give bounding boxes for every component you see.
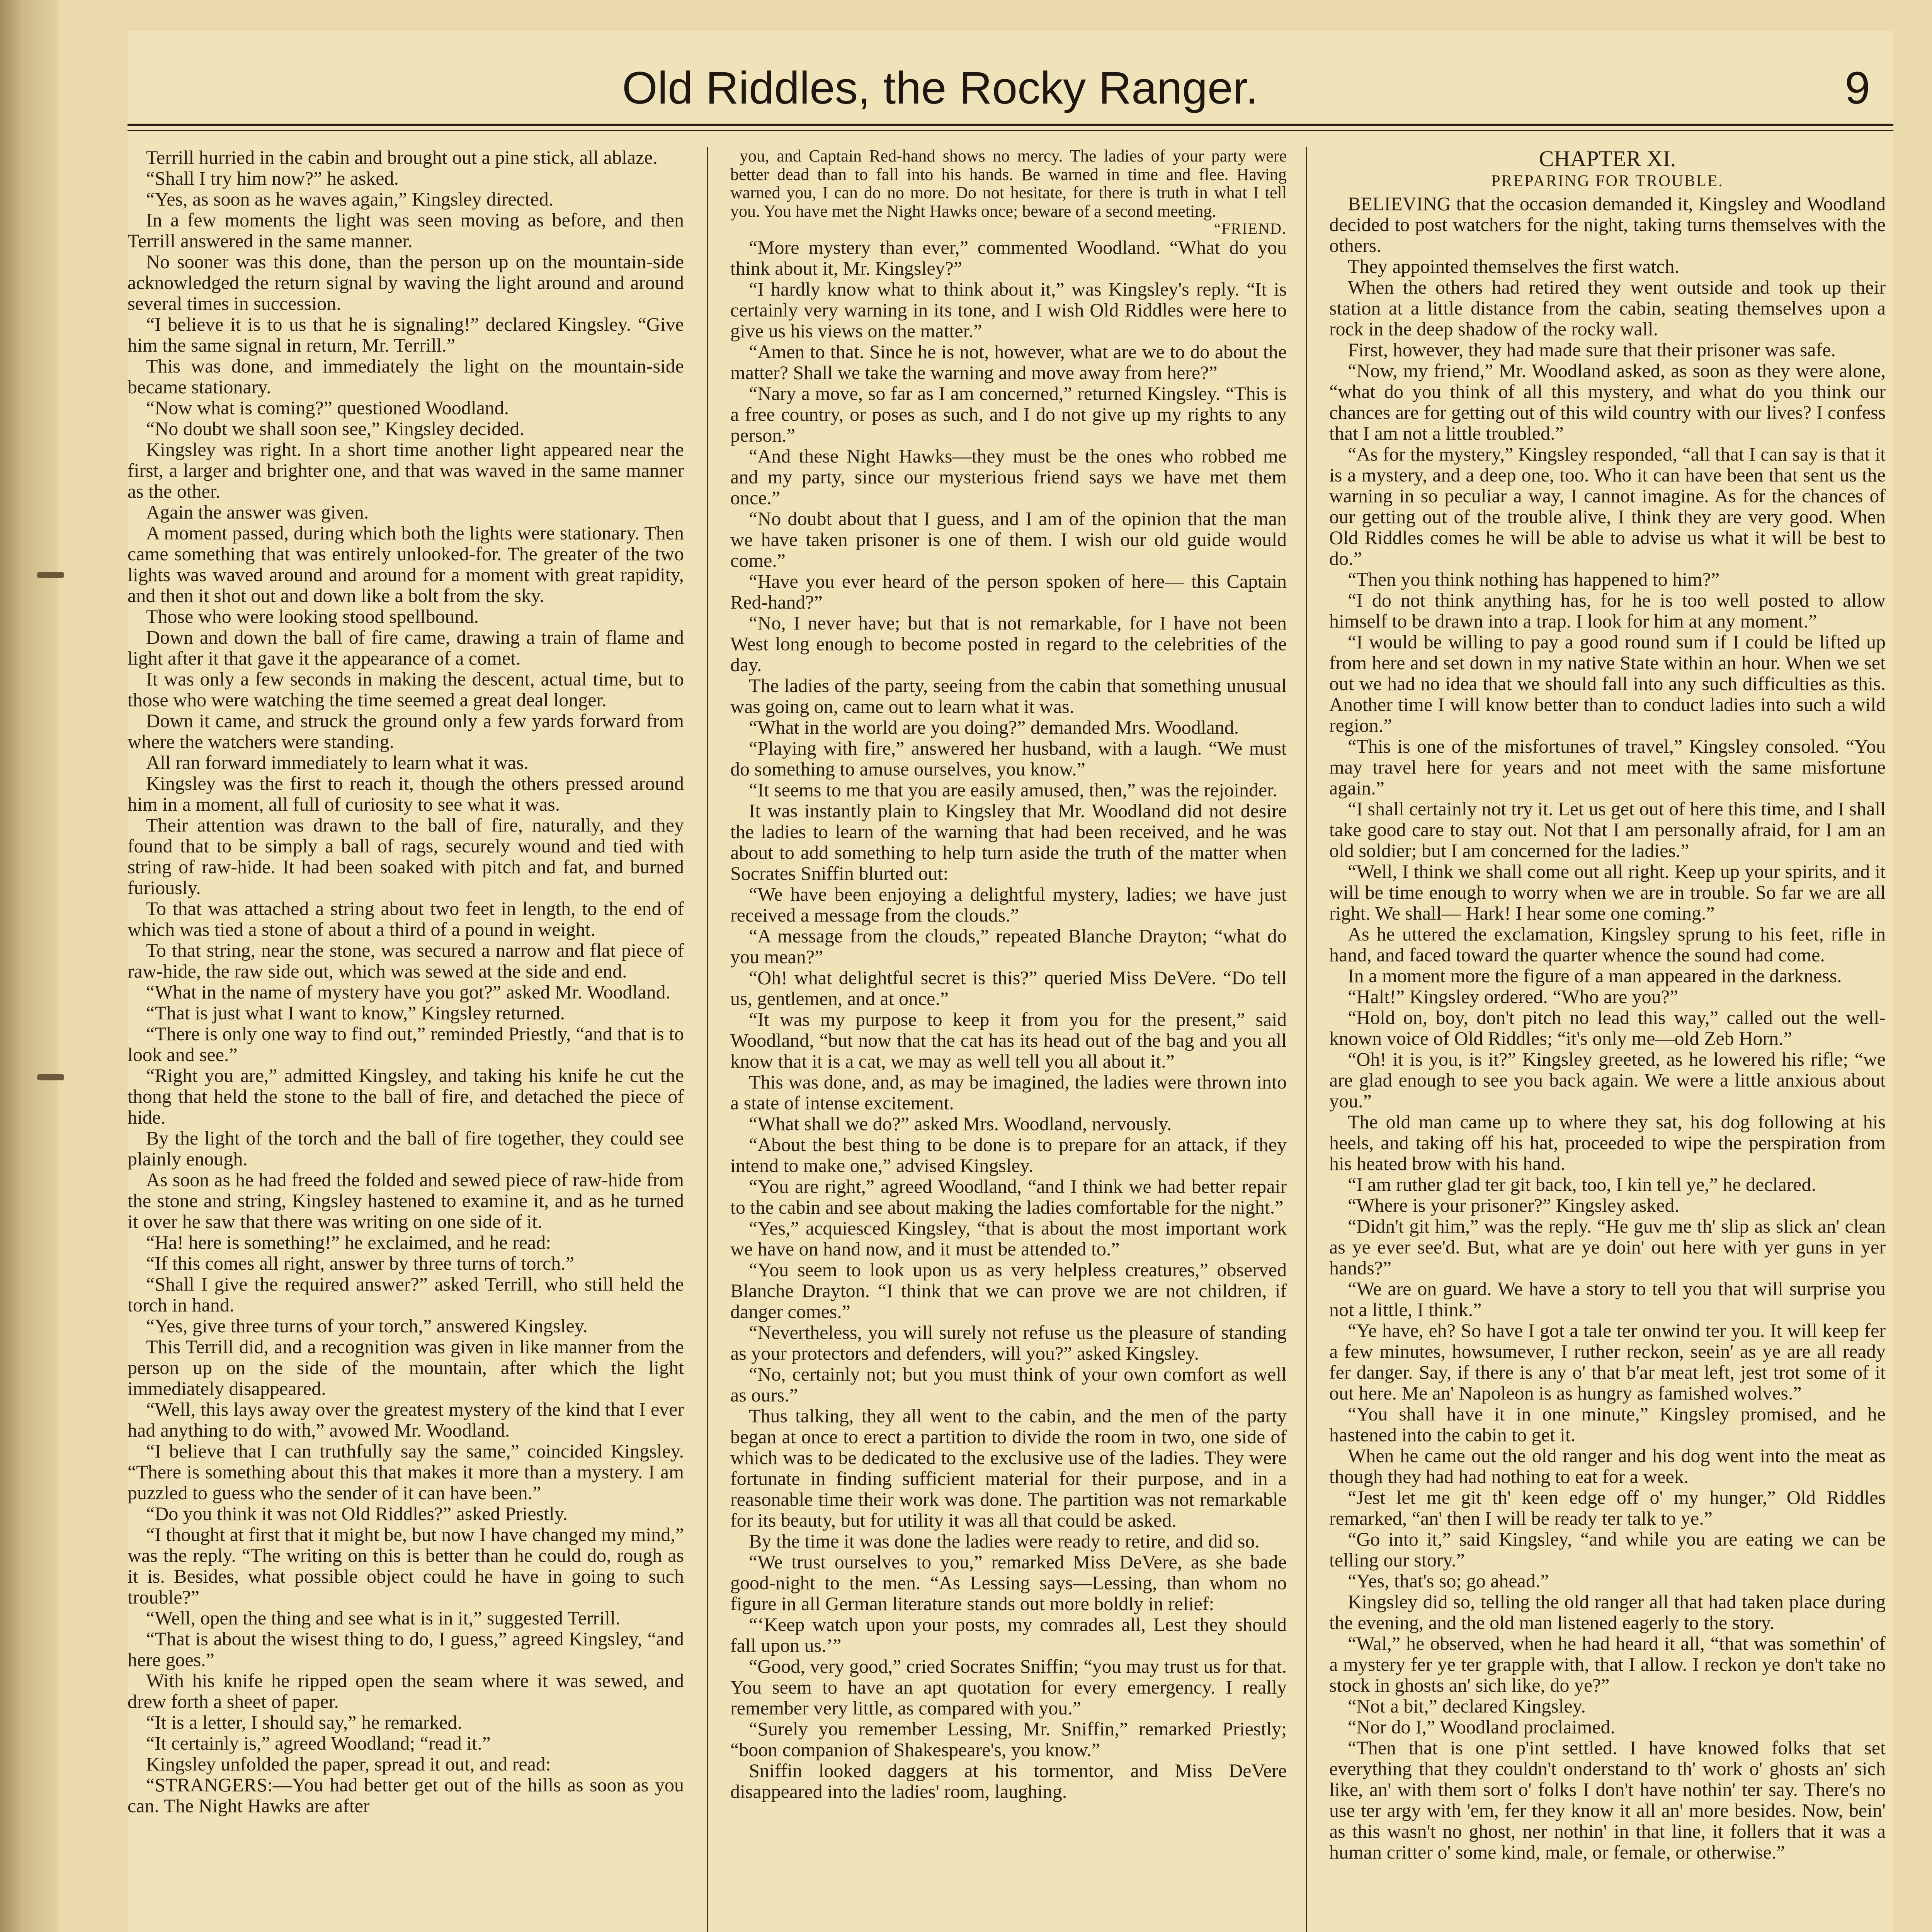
paragraph: “Yes, give three turns of your torch,” answered Kingsley. xyxy=(146,1315,588,1337)
paragraph: you, and Captain Red-hand shows no mercy. The ladies of your party were better dead than to fall into his hands. Be warned in time and flee. Having warned you, I can do no more. Do not hesitate, for there is truth in what I tell you. You have met the Night Hawks once; beware of a second meeting. xyxy=(730,147,1287,221)
paragraph: “What in the name of mystery have you got?” asked Mr. Woodland. xyxy=(146,981,671,1003)
paragraph: “As for the mystery,” Kingsley responded, “all that I can say is that it is a mystery, and a deep one, too. Who it can have been that sent us the warning in so peculiar a way, I cannot imagine. As for the chances of our getting out of the trouble alive, I think they are very good. When Old Riddles comes he will be able to advise us what it will be best to do.” xyxy=(1329,443,1886,569)
paragraph: Kingsley was right. In a short time another light appeared near the first, a larger and brighter one, and that was waved in the same manner as the other. xyxy=(128,439,684,502)
paragraph: “That is just what I want to know,” Kingsley returned. xyxy=(146,1002,565,1024)
paragraph: “If this comes all right, answer by three turns of torch.” xyxy=(146,1252,574,1274)
paragraph: “I am ruther glad ter git back, too, I kin tell ye,” he declared. xyxy=(1348,1173,1816,1195)
paragraph: “Right you are,” admitted Kingsley, and taking his knife he cut the thong that held the stone to the ball of fire, and detached the piece of hide. xyxy=(128,1065,684,1128)
paragraph: “Oh! it is you, is it?” Kingsley greeted, as he lowered his rifle; “we are glad enough to see you back again. We were a little anxious about you.” xyxy=(1329,1048,1886,1112)
paragraph: “About the best thing to be done is to prepare for an attack, if they intend to make one,” advised Kingsley. xyxy=(730,1134,1287,1177)
paragraph: “Go into it,” said Kingsley, “and while you are eating we can be telling our story.” xyxy=(1329,1528,1886,1571)
paragraph: “It was my purpose to keep it from you for the present,” said Woodland, “but now that the cat has its head out of the bag and you all know that it is a cat, we may as well tell you all about it.” xyxy=(730,1009,1287,1072)
paragraph: Terrill hurried in the cabin and brought out a pine stick, all ablaze. xyxy=(146,147,658,168)
paragraph: “No doubt about that I guess, and I am of the opinion that the man we have taken prisoner is one of them. I wish our old guide would come.” xyxy=(730,508,1287,571)
paragraph: Their attention was drawn to the ball of fire, naturally, and they found that to be simply a ball of rags, securely wound and tied with string of raw-hide. It had been soaked with pitch and fat, and burned furiously. xyxy=(128,814,684,898)
paragraph: “Do you think it was not Old Riddles?” asked Priestly. xyxy=(146,1503,568,1524)
paragraph: “STRANGERS:—You had better get out of the hills as soon as you can. The Night Hawks are after xyxy=(128,1774,684,1816)
column-separator xyxy=(1306,147,1307,1932)
paragraph: To that string, near the stone, was secured a narrow and flat piece of raw-hide, the raw side out, which was sewed at the side and end. xyxy=(128,939,684,982)
paragraph: By the time it was done the ladies were ready to retire, and did so. xyxy=(749,1530,1260,1552)
paragraph: When the others had retired they went outside and took up their station at a little distance from the cabin, seating themselves upon a rock in the deep shadow of the rocky wall. xyxy=(1329,276,1886,340)
paragraph: “I would be willing to pay a good round sum if I could be lifted up from here and set down in my native State within an hour. When we set out we had no idea that we should fall into any such difficulties as this. Another time I will know better than to conduct ladies into such a wild region.” xyxy=(1329,631,1886,736)
paragraph: “Hold on, boy, don't pitch no lead this way,” called out the well-known voice of Old Riddles; “it's only me—old Zeb Horn.” xyxy=(1329,1006,1886,1049)
paragraph: “We trust ourselves to you,” remarked Miss DeVere, as she bade good-night to the men. “As Lessing says—Lessing, than whom no figure in all German literature stands out more boldly in relief: xyxy=(730,1551,1287,1615)
paragraph: “More mystery than ever,” commented Woodland. “What do you think about it, Mr. Kingsley?” xyxy=(730,236,1287,279)
paragraph: As soon as he had freed the folded and sewed piece of raw-hide from the stone and string, Kingsley hastened to examine it, and as he turned it over he saw that there was writing on one side of it. xyxy=(128,1169,684,1232)
paragraph: “What in the world are you doing?” demanded Mrs. Woodland. xyxy=(749,716,1239,738)
paragraph: “Well, I think we shall come out all right. Keep up your spirits, and it will be time enough to worry when we are in trouble. So far we are all right. We shall— Hark! I hear some one coming.” xyxy=(1329,860,1886,924)
paragraph: A moment passed, during which both the lights were stationary. Then came something that was entirely unlooked-for. The greater of the two lights was waved around and around for a moment with great rapidity, and then it shot out and down like a bolt from the sky. xyxy=(128,522,684,606)
page-binding xyxy=(0,0,58,1932)
text-column-1 xyxy=(128,147,684,1932)
paragraph: “Amen to that. Since he is not, however, what are we to do about the matter? Shall we take the warning and move away from here?” xyxy=(730,341,1287,384)
paragraph: “Ha! here is something!” he exclaimed, and he read: xyxy=(146,1231,551,1253)
header-rule xyxy=(128,124,1893,126)
paragraph: No sooner was this done, than the person up on the mountain-side acknowledged the return signal by waving the light around and around several times in succession. xyxy=(128,251,684,314)
paragraph: Again the answer was given. xyxy=(146,501,369,523)
paragraph: “Wal,” he observed, when he had heard it all, “that was somethin' of a mystery fer ye ter grapple with, that I allow. I reckon ye don't take no stock in ghosts an' sich like, do ye?” xyxy=(1329,1632,1886,1696)
running-header xyxy=(128,54,1893,120)
paragraph: This was done, and, as may be imagined, the ladies were thrown into a state of intense excitement. xyxy=(730,1071,1287,1114)
paragraph: “Yes,” acquiesced Kingsley, “that is about the most important work we have on hand now, and it must be attended to.” xyxy=(730,1217,1287,1260)
text-column-2 xyxy=(730,147,1287,1932)
paragraph: “Not a bit,” declared Kingsley. xyxy=(1348,1695,1586,1717)
paragraph: The old man came up to where they sat, his dog following at his heels, and taking off his hat, proceeded to wipe the perspiration from his heated brow with his hand. xyxy=(1329,1111,1886,1174)
column-3-paragraphs xyxy=(1329,193,1886,1862)
paragraph: Kingsley did so, telling the old ranger all that had taken place during the evening, and the old man listened eagerly to the story. xyxy=(1329,1590,1886,1633)
paragraph: “Yes, as soon as he waves again,” Kingsley directed. xyxy=(146,188,554,210)
paragraph: First, however, they had made sure that their prisoner was safe. xyxy=(1348,338,1836,361)
paragraph: “Then you think nothing has happened to him?” xyxy=(1348,568,1720,590)
paragraph: Down it came, and struck the ground only a few yards forward from where the watchers were standing. xyxy=(128,710,684,752)
paragraph: “We have been enjoying a delightful mystery, ladies; we have just received a message from the clouds.” xyxy=(730,883,1287,926)
paragraph: “Yes, that's so; go ahead.” xyxy=(1348,1570,1549,1592)
header-rule xyxy=(128,130,1893,131)
paragraph: “Nevertheless, you will surely not refuse us the pleasure of standing as your protectors and defenders, will you?” asked Kingsley. xyxy=(730,1321,1287,1364)
paragraph: “Shall I try him now?” he asked. xyxy=(146,167,399,189)
text-column-3 xyxy=(1329,147,1886,1932)
paragraph: This Terrill did, and a recognition was given in like manner from the person up on the side of the mountain, after which the light immediately disappeared. xyxy=(128,1336,684,1399)
chapter-title: CHAPTER XI. xyxy=(1539,147,1676,171)
paragraph: Kingsley was the first to reach it, though the others pressed around him in a moment, all full of curiosity to see what it was. xyxy=(128,772,684,815)
paragraph: “It certainly is,” agreed Woodland; “read it.” xyxy=(146,1732,491,1754)
staple xyxy=(37,1074,64,1080)
paragraph: BELIEVING that the occasion demanded it, Kingsley and Woodland decided to post watchers for the night, taking turns themselves with the others. xyxy=(1329,192,1886,256)
paragraph: “No, I never have; but that is not remarkable, for I have not been West long enough to become posted in regard to the celebrities of the day. xyxy=(730,612,1287,676)
paragraph: When he came out the old ranger and his dog went into the meat as though they had had nothing to eat for a week. xyxy=(1329,1444,1886,1487)
paragraph: “You shall have it in one minute,” Kingsley promised, and he hastened into the cabin to get it. xyxy=(1329,1403,1886,1446)
paragraph: “You seem to look upon us as very helpless creatures,” observed Blanche Drayton. “I think that we can prove we are not children, if danger comes.” xyxy=(730,1259,1287,1323)
paragraph: “That is about the wisest thing to do, I guess,” agreed Kingsley, “and here goes.” xyxy=(128,1628,684,1670)
paragraph: “Surely you remember Lessing, Mr. Sniffin,” remarked Priestly; “boon companion of Shakespeare's, you know.” xyxy=(730,1718,1287,1761)
paragraph: “Didn't git him,” was the reply. “He guv me th' slip as slick an' clean as ye ever see'd. But, what are ye doin' out here with yer guns in yer hands?” xyxy=(1329,1215,1886,1279)
paragraph: “Oh! what delightful secret is this?” queried Miss DeVere. “Do tell us, gentlemen, and at once.” xyxy=(730,967,1287,1010)
paragraph: As he uttered the exclamation, Kingsley sprung to his feet, rifle in hand, and faced toward the quarter whence the sound had come. xyxy=(1329,923,1886,966)
paragraph: All ran forward immediately to learn what it was. xyxy=(146,752,529,773)
paragraph: “Then that is one p'int settled. I have knowed folks that set everything that they couldn't onderstand to th' work o' ghosts an' sich like, an' with them sort o' folks I don't have nothin' ter say. There's no use ter argy with 'em, fer they know it all an' more besides. Now, bein' as this wasn't no ghost, ner nothin' in that line, it follers that it was a human critter o' some kind, male, or female, or otherwise.” xyxy=(1329,1736,1886,1863)
paragraph: “There is only one way to find out,” reminded Priestly, “and that is to look and see.” xyxy=(128,1023,684,1065)
paragraph: It was only a few seconds in making the descent, actual time, but to those who were watching the time seemed a great deal longer. xyxy=(128,668,684,711)
page xyxy=(128,31,1893,1932)
paragraph: “Jest let me git th' keen edge off o' my hunger,” Old Riddles remarked, “an' then I will be ready ter talk to ye.” xyxy=(1329,1486,1886,1529)
paragraph: Down and down the ball of fire came, drawing a train of flame and light after it that gave it the appearance of a comet. xyxy=(128,626,684,669)
paragraph: “A message from the clouds,” repeated Blanche Drayton; “what do you mean?” xyxy=(730,925,1287,968)
paragraph: Those who were looking stood spellbound. xyxy=(146,605,479,627)
paragraph: By the light of the torch and the ball of fire together, they could see plainly enough. xyxy=(128,1127,684,1170)
paragraph: This was done, and immediately the light on the mountain-side became stationary. xyxy=(128,355,684,398)
paragraph: “Playing with fire,” answered her husband, with a laugh. “We must do something to amuse ourselves, you know.” xyxy=(730,737,1287,780)
paragraph: “Have you ever heard of the person spoken of here— this Captain Red-hand?” xyxy=(730,570,1287,613)
paragraph: “Well, this lays away over the greatest mystery of the kind that I ever had anything to do with,” avowed Mr. Woodland. xyxy=(128,1398,684,1441)
paragraph: “Nary a move, so far as I am concerned,” returned Kingsley. “This is a free country, or poses as such, and I do not give up my rights to any person.” xyxy=(730,383,1287,446)
chapter-subtitle: PREPARING FOR TROUBLE. xyxy=(1491,172,1724,190)
page-number: 9 xyxy=(1845,63,1870,114)
paragraph: “Where is your prisoner?” Kingsley asked. xyxy=(1348,1194,1680,1216)
paragraph: “Ye have, eh? So have I got a tale ter onwind ter you. It will keep fer a few minutes, howsumever, I ruther reckon, seein' as ye are all ready fer danger. Say, if there is any o' that b'ar meat left, jest trot some of it out here. Me an' Napoleon is as hungry as famished wolves.” xyxy=(1329,1319,1886,1404)
column-separator xyxy=(707,147,708,1932)
paragraph: “No doubt we shall soon see,” Kingsley decided. xyxy=(146,418,524,439)
paragraph: “No, certainly not; but you must think of your own comfort as well as ours.” xyxy=(730,1363,1287,1406)
running-title: Old Riddles, the Rocky Ranger. xyxy=(622,63,1259,114)
paragraph: “Now what is coming?” questioned Woodland. xyxy=(146,397,509,418)
paragraph: “I hardly know what to think about it,” was Kingsley's reply. “It is certainly very warning in its tone, and I wish Old Riddles were here to give us his views on the matter.” xyxy=(730,278,1287,342)
paragraph: “What shall we do?” asked Mrs. Woodland, nervously. xyxy=(749,1113,1172,1135)
paragraph: “It seems to me that you are easily amused, then,” was the rejoinder. xyxy=(749,779,1277,801)
column-2-paragraphs xyxy=(730,237,1287,1802)
paragraph: In a moment more the figure of a man appeared in the darkness. xyxy=(1348,964,1842,986)
paragraph: “This is one of the misfortunes of travel,” Kingsley consoled. “You may travel here for years and not meet with the same misfortune again.” xyxy=(1329,735,1886,799)
paragraph: “Halt!” Kingsley ordered. “Who are you?” xyxy=(1348,985,1679,1007)
paragraph: “You are right,” agreed Woodland, “and I think we had better repair to the cabin and see about making the ladies comfortable for the night.” xyxy=(730,1175,1287,1218)
paragraph: “It is a letter, I should say,” he remarked. xyxy=(146,1711,463,1733)
paragraph: “I thought at first that it might be, but now I have changed my mind,” was the reply. “The writing on this is better than he could do, rough as it is. Besides, what possible object could he have in going to such trouble?” xyxy=(128,1524,684,1608)
paragraph: With his knife he ripped open the seam where it was sewed, and drew forth a sheet of paper. xyxy=(128,1670,684,1712)
paragraph: They appointed themselves the first watch. xyxy=(1348,255,1680,277)
paragraph: “I shall certainly not try it. Let us get out of here this time, and I shall take good care to stay out. Not that I am personally afraid, for I am an old soldier; but I am concerned for the ladies.” xyxy=(1329,798,1886,861)
paragraph: “Well, open the thing and see what is in it,” suggested Terrill. xyxy=(146,1607,621,1629)
paragraph: “We are on guard. We have a story to tell you that will surprise you not a little, I think.” xyxy=(1329,1277,1886,1320)
paragraph: “I believe it is to us that he is signaling!” declared Kingsley. “Give him the same signal in return, Mr. Terrill.” xyxy=(128,313,684,356)
staple xyxy=(37,572,64,578)
paragraph: “I believe that I can truthfully say the same,” coincided Kingsley. “There is something about this that makes it more than a mystery. I am puzzled to guess who the sender of it can have been.” xyxy=(128,1440,684,1503)
paragraph: “And these Night Hawks—they must be the ones who robbed me and my party, since our mysterious friend says we have met them once.” xyxy=(730,445,1287,509)
letter-signature: “FRIEND. xyxy=(1214,220,1287,238)
paragraph: Kingsley unfolded the paper, spread it out, and read: xyxy=(146,1753,551,1775)
paragraph: “Nor do I,” Woodland proclaimed. xyxy=(1348,1716,1616,1738)
paragraph: “I do not think anything has, for he is too well posted to allow himself to be drawn into a trap. I look for him at any moment.” xyxy=(1329,589,1886,632)
paragraph: The ladies of the party, seeing from the cabin that something unusual was going on, came out to learn what it was. xyxy=(730,675,1287,718)
paragraph: “Good, very good,” cried Socrates Sniffin; “you may trust us for that. You seem to have an apt quotation for every emergency. I really remember very little, as compared with you.” xyxy=(730,1655,1287,1719)
paragraph: To that was attached a string about two feet in length, to the end of which was tied a stone of about a third of a pound in weight. xyxy=(128,898,684,940)
paragraph: “‘Keep watch upon your posts, my comrades all, Lest they should fall upon us.’” xyxy=(730,1614,1287,1656)
paragraph: “Shall I give the required answer?” asked Terrill, who still held the torch in hand. xyxy=(128,1273,684,1316)
paragraph: Sniffin looked daggers at his tormentor, and Miss DeVere disappeared into the ladies' room, laughing. xyxy=(730,1760,1287,1803)
paragraph: “Now, my friend,” Mr. Woodland asked, as soon as they were alone, “what do you think of all this mystery, and what do you think our chances are for getting out of this wild country with our lives? I confess that I am not a little troubled.” xyxy=(1329,359,1886,444)
letter-continuation xyxy=(730,147,1287,220)
paragraph: In a few moments the light was seen moving as before, and then Terrill answered in the same manner. xyxy=(128,209,684,252)
paragraph: It was instantly plain to Kingsley that Mr. Woodland did not desire the ladies to learn of the warning that had been received, and he was about to add something to help turn aside the truth of the matter when Socrates Sniffin blurted out: xyxy=(730,800,1287,884)
paragraph: Thus talking, they all went to the cabin, and the men of the party began at once to erect a partition to divide the room in two, one side of which was to be dedicated to the exclusive use of the ladies. They were fortunate in finding sufficient material for their purpose, and in a reasonable time their work was done. The partition was not remarkable for its beauty, but for utility it was all that could be asked. xyxy=(730,1405,1287,1531)
